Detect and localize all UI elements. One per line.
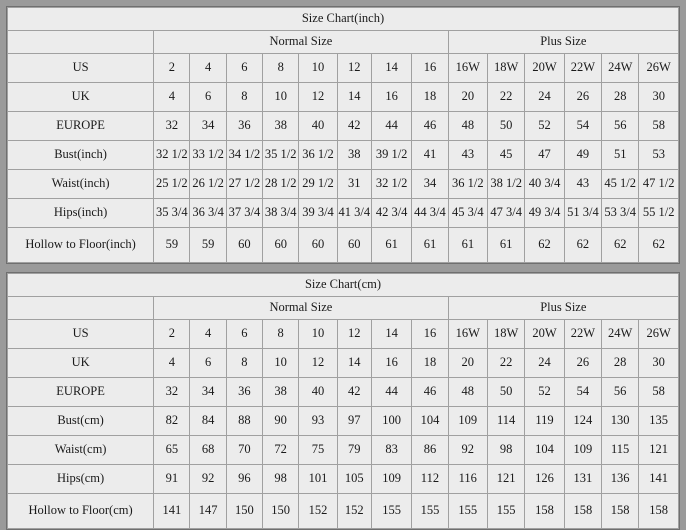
cell: 61 [371, 228, 411, 263]
cell: 65 [154, 436, 190, 465]
row-label: Bust(cm) [8, 407, 154, 436]
cell: 4 [154, 349, 190, 378]
group-header-plus-inch: Plus Size [448, 31, 678, 54]
cell: 121 [487, 465, 524, 494]
cell: 35 1/2 [263, 141, 299, 170]
cell: 40 [299, 112, 337, 141]
cell: 86 [412, 436, 448, 465]
cell: 155 [371, 494, 411, 529]
cell: 43 [564, 170, 601, 199]
cell: 135 [639, 407, 679, 436]
cell: 150 [226, 494, 262, 529]
cell: 55 1/2 [639, 199, 679, 228]
cell: 158 [639, 494, 679, 529]
cell: 79 [337, 436, 371, 465]
cell: 16W [448, 320, 487, 349]
cell: 75 [299, 436, 337, 465]
cell: 41 [412, 141, 448, 170]
cell: 4 [190, 54, 226, 83]
cell: 16 [371, 349, 411, 378]
cell: 48 [448, 378, 487, 407]
cell: 104 [412, 407, 448, 436]
row-label: US [8, 320, 154, 349]
cell: 18W [487, 320, 524, 349]
cell: 42 [337, 378, 371, 407]
cell: 101 [299, 465, 337, 494]
cell: 4 [190, 320, 226, 349]
cell: 26 [564, 349, 601, 378]
row-label: Bust(inch) [8, 141, 154, 170]
cell: 10 [299, 54, 337, 83]
cell: 12 [299, 83, 337, 112]
cell: 46 [412, 112, 448, 141]
cell: 26 [564, 83, 601, 112]
row-label: Waist(cm) [8, 436, 154, 465]
cell: 28 1/2 [263, 170, 299, 199]
cell: 16 [412, 54, 448, 83]
cell: 10 [263, 349, 299, 378]
cell: 44 [371, 112, 411, 141]
cell: 53 [639, 141, 679, 170]
cell: 126 [525, 465, 564, 494]
cell: 60 [299, 228, 337, 263]
cell: 20W [525, 320, 564, 349]
cell: 32 1/2 [371, 170, 411, 199]
cell: 52 [525, 378, 564, 407]
cell: 158 [525, 494, 564, 529]
cell: 31 [337, 170, 371, 199]
cell: 10 [263, 83, 299, 112]
cell: 40 [299, 378, 337, 407]
cell: 36 [226, 378, 262, 407]
table-row [8, 378, 679, 407]
cell: 96 [226, 465, 262, 494]
cell: 24W [602, 320, 639, 349]
cell: 47 1/2 [639, 170, 679, 199]
cell: 112 [412, 465, 448, 494]
cell: 61 [412, 228, 448, 263]
cell: 147 [190, 494, 226, 529]
cell: 93 [299, 407, 337, 436]
cell: 40 3/4 [525, 170, 564, 199]
table-row [8, 436, 679, 465]
cell: 32 [154, 378, 190, 407]
cell: 42 [337, 112, 371, 141]
cell: 25 1/2 [154, 170, 190, 199]
table-row [8, 320, 679, 349]
cell: 60 [337, 228, 371, 263]
cell: 48 [448, 112, 487, 141]
cell: 14 [371, 320, 411, 349]
cell: 60 [263, 228, 299, 263]
cell: 33 1/2 [190, 141, 226, 170]
cell: 49 3/4 [525, 199, 564, 228]
cell: 30 [639, 349, 679, 378]
table-row [8, 199, 679, 228]
cell: 43 [448, 141, 487, 170]
cell: 44 [371, 378, 411, 407]
cell: 62 [639, 228, 679, 263]
cell: 109 [564, 436, 601, 465]
cell: 10 [299, 320, 337, 349]
cell: 72 [263, 436, 299, 465]
cell: 121 [639, 436, 679, 465]
cell: 26 1/2 [190, 170, 226, 199]
cell: 38 3/4 [263, 199, 299, 228]
cell: 2 [154, 54, 190, 83]
cell: 92 [190, 465, 226, 494]
cell: 38 [263, 378, 299, 407]
cell: 109 [371, 465, 411, 494]
size-chart-inch-table [7, 7, 679, 263]
cell: 28 [602, 349, 639, 378]
cell: 8 [226, 349, 262, 378]
cell: 35 3/4 [154, 199, 190, 228]
cell: 100 [371, 407, 411, 436]
row-label: UK [8, 83, 154, 112]
cell: 18 [412, 349, 448, 378]
table-row [8, 465, 679, 494]
cell: 39 1/2 [371, 141, 411, 170]
cell: 58 [639, 378, 679, 407]
cell: 6 [190, 349, 226, 378]
cell: 18 [412, 83, 448, 112]
cell: 42 3/4 [371, 199, 411, 228]
cell: 84 [190, 407, 226, 436]
cell: 155 [412, 494, 448, 529]
size-chart-cm-table [7, 273, 679, 529]
cell: 45 [488, 141, 525, 170]
cell: 92 [448, 436, 487, 465]
cell: 62 [602, 228, 639, 263]
cell: 158 [602, 494, 639, 529]
group-header-normal-inch: Normal Size [154, 31, 448, 54]
cell: 47 3/4 [488, 199, 525, 228]
cell: 36 1/2 [299, 141, 337, 170]
row-label: EUROPE [8, 112, 154, 141]
cell: 16W [448, 54, 487, 83]
table-row [8, 141, 679, 170]
cell: 4 [154, 83, 190, 112]
cell: 61 [488, 228, 525, 263]
table-row [8, 407, 679, 436]
cell: 16 [371, 83, 411, 112]
cell: 131 [564, 465, 601, 494]
cell: 47 [525, 141, 564, 170]
cell: 36 1/2 [448, 170, 487, 199]
cell: 46 [412, 378, 448, 407]
row-label: Hollow to Floor(cm) [8, 494, 154, 529]
table-row [8, 83, 679, 112]
cell: 141 [639, 465, 679, 494]
cell: 24 [525, 349, 564, 378]
row-label: Hips(inch) [8, 199, 154, 228]
cell: 124 [564, 407, 601, 436]
cell: 26W [639, 320, 679, 349]
cell: 52 [525, 112, 564, 141]
cell: 59 [154, 228, 190, 263]
cell: 22W [564, 320, 601, 349]
table-row [8, 54, 679, 83]
cell: 34 1/2 [226, 141, 262, 170]
cell: 58 [639, 112, 679, 141]
cell: 27 1/2 [226, 170, 262, 199]
cell: 28 [602, 83, 639, 112]
cell: 22W [564, 54, 601, 83]
cell: 68 [190, 436, 226, 465]
cell: 20W [525, 54, 564, 83]
cell: 53 3/4 [602, 199, 639, 228]
corner-blank-cm [8, 297, 154, 320]
cell: 24 [525, 83, 564, 112]
cell: 18W [488, 54, 525, 83]
row-label: EUROPE [8, 378, 154, 407]
table-row [8, 349, 679, 378]
cell: 6 [190, 83, 226, 112]
cell: 8 [226, 83, 262, 112]
cell: 41 3/4 [337, 199, 371, 228]
cell: 29 1/2 [299, 170, 337, 199]
cell: 32 1/2 [154, 141, 190, 170]
cell: 32 [154, 112, 190, 141]
chart-title-inch: Size Chart(inch) [8, 8, 679, 31]
cell: 6 [226, 54, 262, 83]
cell: 34 [190, 378, 226, 407]
cell: 136 [602, 465, 639, 494]
cell: 14 [337, 83, 371, 112]
cell: 90 [263, 407, 299, 436]
cell: 98 [487, 436, 524, 465]
cell: 158 [564, 494, 601, 529]
row-label: Hollow to Floor(inch) [8, 228, 154, 263]
cell: 8 [263, 54, 299, 83]
size-chart-inch [6, 6, 680, 264]
cell: 150 [263, 494, 299, 529]
chart-title-cm: Size Chart(cm) [8, 274, 679, 297]
group-header-plus-cm: Plus Size [448, 297, 678, 320]
cell: 54 [564, 378, 601, 407]
cell: 61 [448, 228, 487, 263]
cell: 38 [337, 141, 371, 170]
cell: 50 [488, 112, 525, 141]
cell: 8 [263, 320, 299, 349]
cell: 62 [564, 228, 601, 263]
table-row [8, 112, 679, 141]
cell: 36 [226, 112, 262, 141]
table-row [8, 228, 679, 263]
cell: 34 [190, 112, 226, 141]
cell: 70 [226, 436, 262, 465]
cell: 16 [412, 320, 448, 349]
cell: 20 [448, 83, 487, 112]
cell: 114 [487, 407, 524, 436]
cell: 45 1/2 [602, 170, 639, 199]
cell: 36 3/4 [190, 199, 226, 228]
cell: 56 [602, 112, 639, 141]
cell: 59 [190, 228, 226, 263]
cell: 22 [487, 349, 524, 378]
row-label: Waist(inch) [8, 170, 154, 199]
row-label: US [8, 54, 154, 83]
cell: 34 [412, 170, 448, 199]
row-label: Hips(cm) [8, 465, 154, 494]
cell: 20 [448, 349, 487, 378]
cell: 98 [263, 465, 299, 494]
cell: 30 [639, 83, 679, 112]
cell: 60 [226, 228, 262, 263]
cell: 82 [154, 407, 190, 436]
group-header-normal-cm: Normal Size [154, 297, 448, 320]
cell: 24W [602, 54, 639, 83]
cell: 12 [337, 320, 371, 349]
cell: 115 [602, 436, 639, 465]
cell: 56 [602, 378, 639, 407]
cell: 97 [337, 407, 371, 436]
cell: 104 [525, 436, 564, 465]
cell: 14 [371, 54, 411, 83]
cell: 91 [154, 465, 190, 494]
cell: 14 [337, 349, 371, 378]
cell: 116 [448, 465, 487, 494]
cell: 105 [337, 465, 371, 494]
cell: 12 [299, 349, 337, 378]
cell: 2 [154, 320, 190, 349]
cell: 39 3/4 [299, 199, 337, 228]
cell: 54 [564, 112, 601, 141]
corner-blank-inch [8, 31, 154, 54]
cell: 51 3/4 [564, 199, 601, 228]
table-row [8, 170, 679, 199]
size-chart-cm [6, 272, 680, 530]
cell: 22 [488, 83, 525, 112]
cell: 152 [337, 494, 371, 529]
cell: 130 [602, 407, 639, 436]
table-row [8, 494, 679, 529]
cell: 62 [525, 228, 564, 263]
cell: 83 [371, 436, 411, 465]
cell: 38 [263, 112, 299, 141]
cell: 119 [525, 407, 564, 436]
cell: 88 [226, 407, 262, 436]
cell: 38 1/2 [488, 170, 525, 199]
cell: 152 [299, 494, 337, 529]
cell: 50 [487, 378, 524, 407]
cell: 155 [487, 494, 524, 529]
cell: 44 3/4 [412, 199, 448, 228]
cell: 6 [226, 320, 262, 349]
cell: 141 [154, 494, 190, 529]
cell: 51 [602, 141, 639, 170]
row-label: UK [8, 349, 154, 378]
cell: 45 3/4 [448, 199, 487, 228]
cell: 26W [639, 54, 679, 83]
cell: 109 [448, 407, 487, 436]
cell: 37 3/4 [226, 199, 262, 228]
cell: 155 [448, 494, 487, 529]
cell: 49 [564, 141, 601, 170]
cell: 12 [337, 54, 371, 83]
